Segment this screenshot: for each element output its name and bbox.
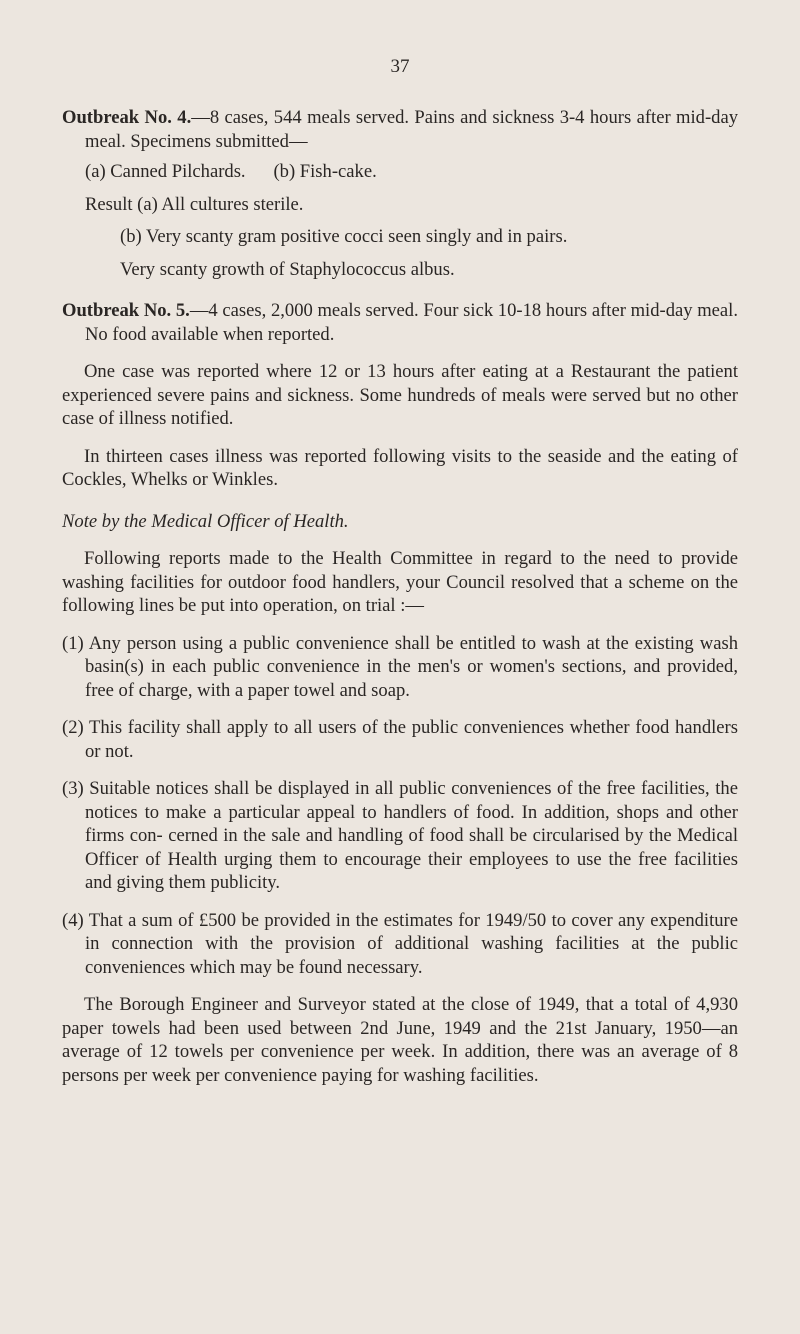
outbreak-5-text: —4 cases, 2,000 meals served. Four sick 10-18 hours after mid-day meal. No food available when reported. <box>85 300 738 345</box>
page-number: 37 <box>390 56 410 77</box>
outbreak-4-result: Result (a) All cultures sterile. <box>85 193 304 215</box>
outbreak-4-growth: Very scanty growth of Staphylococcus albus. <box>120 258 455 280</box>
page-body <box>62 106 738 1087</box>
outbreak-4-paragraph <box>62 106 738 153</box>
outbreak-5-paragraph <box>62 299 738 346</box>
outbreak-4-label: Outbreak No. 4. <box>62 107 192 128</box>
note-heading: Note by the Medical Officer of Health. <box>62 510 349 532</box>
scheme-item-4: (4) That a sum of £500 be provided in the estimates for 1949/50 to cover any expenditure in connection with the provision of additional washing facilities at the public conveniences which may be found necessary. <box>62 909 738 978</box>
scheme-item-3: (3) Suitable notices shall be displayed in all public conveniences of the free facilities, the notices to make a particular appeal to handlers of food. In addition, shops and other firms con- cerned in the sale and handling of food shall be circularised by the Medical Officer of Health urging them to encourage their employees to use the free facilities and giving them publicity. <box>62 778 738 893</box>
seaside-paragraph: In thirteen cases illness was reported following visits to the seaside and the eating of Cockles, Whelks or Winkles. <box>62 445 738 490</box>
engineer-paragraph: The Borough Engineer and Surveyor stated at the close of 1949, that a total of 4,930 paper towels had been used between 2nd June, 1949 and the 21st January, 1950—an average of 12 towels per convenience per week. In addition, there was an average of 8 persons per week per convenience paying for washing facilities. <box>62 994 738 1086</box>
following-reports-paragraph: Following reports made to the Health Committee in regard to the need to provide washing facilities for outdoor food handlers, your Council resolved that a scheme on the following lines be put into operation, on trial :— <box>62 548 738 616</box>
outbreak-4-text: —8 cases, 544 meals served. Pains and sickness 3-4 hours after mid-day meal. Specimens submitted— <box>85 107 738 152</box>
outbreak-4-result-b: (b) Very scanty gram positive cocci seen singly and in pairs. <box>120 226 568 247</box>
restaurant-paragraph: One case was reported where 12 or 13 hours after eating at a Restaurant the patient experienced severe pains and sickness. Some hundreds of meals were served but no other case of illness notified. <box>62 361 738 429</box>
outbreak-5-label: Outbreak No. 5. <box>62 300 190 321</box>
outbreak-4-specimens: (a) Canned Pilchards. (b) Fish-cake. <box>85 161 377 182</box>
scheme-item-1: (1) Any person using a public convenience shall be entitled to wash at the existing wash basin(s) in each public convenience in the men's or women's sections, and provided, free of charge, with a paper towel and soap. <box>62 632 738 701</box>
scheme-item-2: (2) This facility shall apply to all users of the public conveniences whether food handlers or not. <box>62 717 738 762</box>
